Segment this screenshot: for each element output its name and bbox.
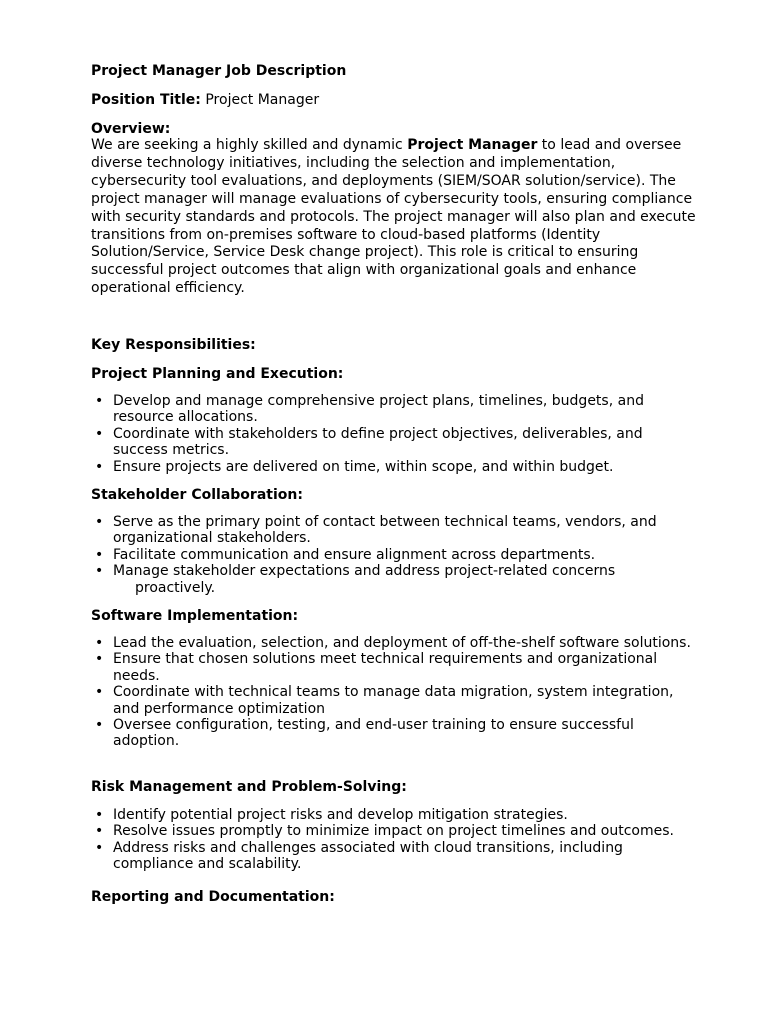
position-title-label: Position Title: xyxy=(91,92,201,108)
overview-paragraph xyxy=(91,137,701,298)
list-item-continuation: proactively. xyxy=(135,579,216,596)
bullet-icon: • xyxy=(95,823,104,840)
list-item-text: Facilitate communication and ensure alignment across departments. xyxy=(113,546,596,563)
section-heading-software: Software Implementation: xyxy=(91,608,299,624)
list-item xyxy=(91,684,691,717)
section-list-risk xyxy=(91,807,691,873)
list-item xyxy=(91,426,691,459)
list-item-text: Resolve issues promptly to minimize impact on project timelines and outcomes. xyxy=(113,823,674,840)
section-heading-risk: Risk Management and Problem-Solving: xyxy=(91,779,407,795)
list-item-text: Oversee configuration, testing, and end-user training to ensure successful adoption. xyxy=(113,717,634,750)
position-title-value: Project Manager xyxy=(205,92,320,108)
list-item xyxy=(91,547,691,563)
list-item-text: Coordinate with technical teams to manage data migration, system integration, and performance optimization xyxy=(113,684,674,717)
overview-text-after: to lead and oversee diverse technology initiatives, including the selection and implementation, cybersecurity tool evaluations, and deployments (SIEM/SOAR solution/service). The project manager will manage evaluations of cybersecurity tools, ensuring compliance with security standards and protocols. The project manager will also plan and execute transitions from on-premises software to cloud-based platforms (Identity Solution/Service, Service Desk change project). This role is critical to ensuring successful project outcomes that align with organizational goals and enhance operational efficiency. xyxy=(91,137,696,297)
list-item-text: Lead the evaluation, selection, and deployment of off-the-shelf software solutions. xyxy=(113,635,691,651)
list-item-text: Serve as the primary point of contact between technical teams, vendors, and organizational stakeholders. xyxy=(113,514,657,547)
section-list-stakeholder xyxy=(91,514,691,596)
bullet-icon: • xyxy=(95,684,104,701)
list-item xyxy=(91,635,691,651)
bullet-icon: • xyxy=(95,546,104,563)
section-heading-planning: Project Planning and Execution: xyxy=(91,366,344,382)
overview-text-bold: Project Manager xyxy=(407,137,538,153)
bullet-icon: • xyxy=(95,651,104,668)
section-list-planning xyxy=(91,393,691,475)
list-item-text: Develop and manage comprehensive project plans, timelines, budgets, and resource allocations. xyxy=(113,393,644,426)
bullet-icon: • xyxy=(95,425,104,442)
bullet-icon: • xyxy=(95,393,104,409)
list-item xyxy=(91,840,691,873)
bullet-icon: • xyxy=(95,807,104,823)
section-heading-stakeholder: Stakeholder Collaboration: xyxy=(91,487,303,503)
list-item xyxy=(91,459,691,475)
list-item xyxy=(91,823,691,839)
bullet-icon: • xyxy=(95,563,104,580)
list-item xyxy=(91,514,691,547)
list-item-text: Identify potential project risks and develop mitigation strategies. xyxy=(113,807,568,823)
list-item-text: Coordinate with stakeholders to define project objectives, deliverables, and success metrics. xyxy=(113,425,643,459)
bullet-icon: • xyxy=(95,635,104,651)
overview-text-before: We are seeking a highly skilled and dynamic xyxy=(91,137,408,153)
bullet-icon: • xyxy=(95,514,104,530)
bullet-icon: • xyxy=(95,717,104,734)
key-responsibilities-heading: Key Responsibilities: xyxy=(91,337,256,353)
list-item xyxy=(91,807,691,823)
bullet-icon: • xyxy=(95,458,104,475)
list-item-text: Ensure projects are delivered on time, within scope, and within budget. xyxy=(113,458,614,475)
document-title: Project Manager Job Description xyxy=(91,63,347,79)
section-heading-reporting: Reporting and Documentation: xyxy=(91,889,335,905)
list-item xyxy=(91,393,691,426)
bullet-icon: • xyxy=(95,839,104,856)
section-list-software xyxy=(91,635,691,750)
list-item xyxy=(91,563,691,596)
list-item xyxy=(91,717,691,750)
list-item-text: Ensure that chosen solutions meet technical requirements and organizational needs. xyxy=(113,651,658,684)
list-item xyxy=(91,651,691,684)
position-title-line xyxy=(91,91,319,109)
overview-heading: Overview: xyxy=(91,121,171,137)
list-item-text: Address risks and challenges associated with cloud transitions, including compliance and scalability. xyxy=(113,839,623,873)
list-item-text: Manage stakeholder expectations and address project-related concerns xyxy=(113,563,616,580)
